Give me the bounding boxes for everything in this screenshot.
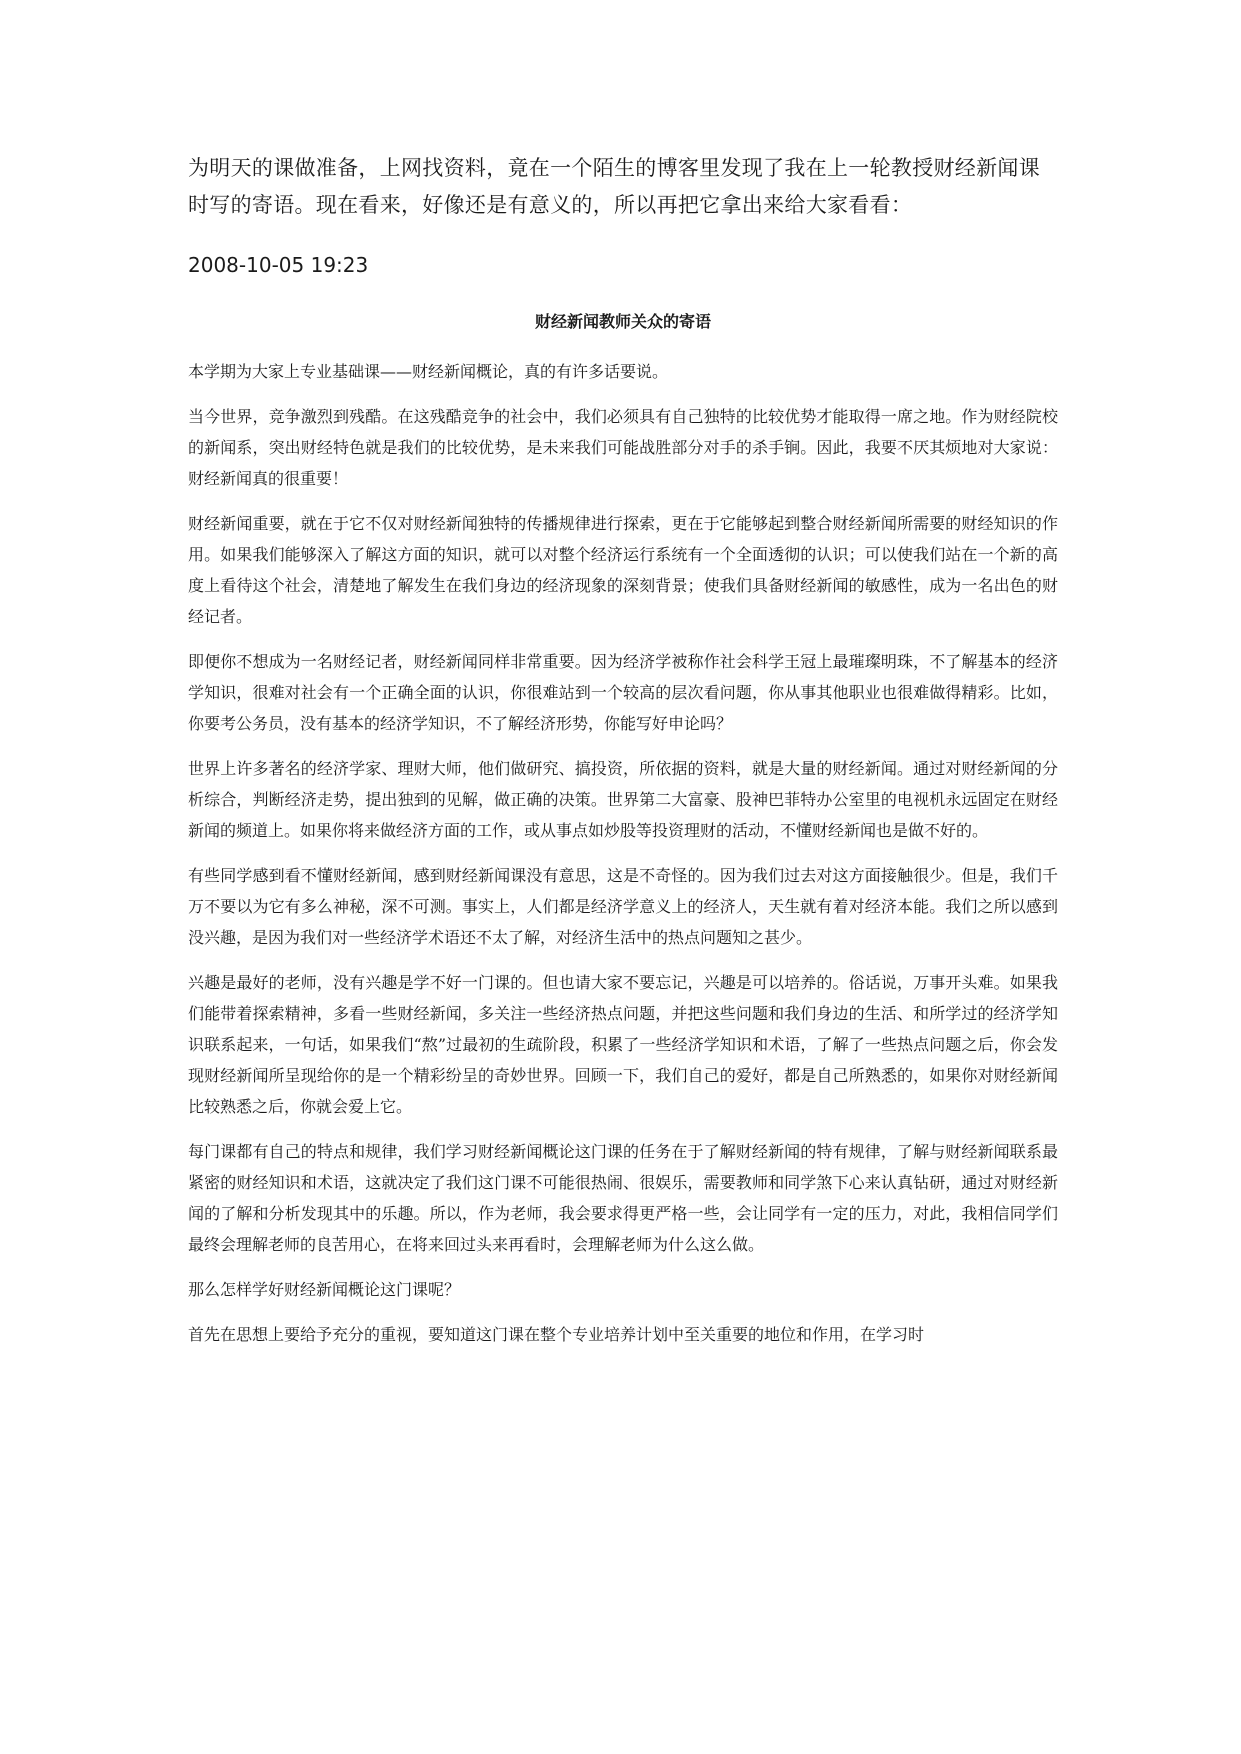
body-paragraph: 即便你不想成为一名财经记者，财经新闻同样非常重要。因为经济学被称作社会科学王冠上最璀璨明珠，不了解基本的经济学知识，很难对社会有一个正确全面的认识，你很难站到一个较高的层次看问题，你从事其他职业也很难做得精彩。比如，你要考公务员，没有基本的经济学知识，不了解经济形势，你能写好申论吗？ xyxy=(188,652,1058,733)
body-paragraph: 当今世界，竞争激烈到残酷。在这残酷竞争的社会中，我们必须具有自己独特的比较优势才能取得一席之地。作为财经院校的新闻系，突出财经特色就是我们的比较优势，是未来我们可能战胜部分对手的杀手锏。因此，我要不厌其烦地对大家说：财经新闻真的很重要！ xyxy=(188,407,1058,488)
body-paragraph: 那么怎样学好财经新闻概论这门课呢？ xyxy=(188,1280,461,1299)
intro-paragraph: 为明天的课做准备，上网找资料，竟在一个陌生的博客里发现了我在上一轮教授财经新闻课时写的寄语。现在看来，好像还是有意义的，所以再把它拿出来给大家看看： xyxy=(188,156,1040,217)
body-paragraph: 财经新闻重要，就在于它不仅对财经新闻独特的传播规律进行探索，更在于它能够起到整合财经新闻所需要的财经知识的作用。如果我们能够深入了解这方面的知识，就可以对整个经济运行系统有一个全面透彻的认识；可以使我们站在一个新的高度上看待这个社会，清楚地了解发生在我们身边的经济现象的深刻背景；使我们具备财经新闻的敏感性，成为一名出色的财经记者。 xyxy=(188,514,1058,626)
body-paragraph: 首先在思想上要给予充分的重视，要知道这门课在整个专业培养计划中至关重要的地位和作用，在学习时 xyxy=(188,1325,925,1344)
body-paragraph: 有些同学感到看不懂财经新闻，感到财经新闻课没有意思，这是不奇怪的。因为我们过去对这方面接触很少。但是，我们千万不要以为它有多么神秘，深不可测。事实上，人们都是经济学意义上的经济人，天生就有着对经济本能。我们之所以感到没兴趣，是因为我们对一些经济学术语还不太了解，对经济生活中的热点问题知之甚少。 xyxy=(188,866,1058,947)
post-datetime: 2008-10-05 19:23 xyxy=(188,253,369,277)
article-title: 财经新闻教师关众的寄语 xyxy=(534,312,711,331)
body-paragraph: 每门课都有自己的特点和规律，我们学习财经新闻概论这门课的任务在于了解财经新闻的特有规律，了解与财经新闻联系最紧密的财经知识和术语，这就决定了我们这门课不可能很热闹、很娱乐，需要教师和同学煞下心来认真钻研，通过对财经新闻的了解和分析发现其中的乐趣。所以，作为老师，我会要求得更严格一些，会让同学有一定的压力，对此，我相信同学们最终会理解老师的良苦用心，在将来回过头来再看时，会理解老师为什么这么做。 xyxy=(188,1142,1058,1254)
body-paragraph: 兴趣是最好的老师，没有兴趣是学不好一门课的。但也请大家不要忘记，兴趣是可以培养的。俗话说，万事开头难。如果我们能带着探索精神，多看一些财经新闻，多关注一些经济热点问题，并把这些问题和我们身边的生活、和所学过的经济学知识联系起来，一句话，如果我们“熬”过最初的生疏阶段，积累了一些经济学知识和术语，了解了一些热点问题之后，你会发现财经新闻所呈现给你的是一个精彩纷呈的奇妙世界。回顾一下，我们自己的爱好，都是自己所熟悉的，如果你对财经新闻比较熟悉之后，你就会爱上它。 xyxy=(188,973,1058,1116)
document-page xyxy=(188,150,1058,1350)
body-paragraph: 世界上许多著名的经济学家、理财大师，他们做研究、搞投资，所依据的资料，就是大量的财经新闻。通过对财经新闻的分析综合，判断经济走势，提出独到的见解，做正确的决策。世界第二大富豪、股神巴菲特办公室里的电视机永远固定在财经新闻的频道上。如果你将来做经济方面的工作，或从事点如炒股等投资理财的活动，不懂财经新闻也是做不好的。 xyxy=(188,759,1058,840)
body-paragraph: 本学期为大家上专业基础课——财经新闻概论，真的有许多话要说。 xyxy=(188,362,669,381)
